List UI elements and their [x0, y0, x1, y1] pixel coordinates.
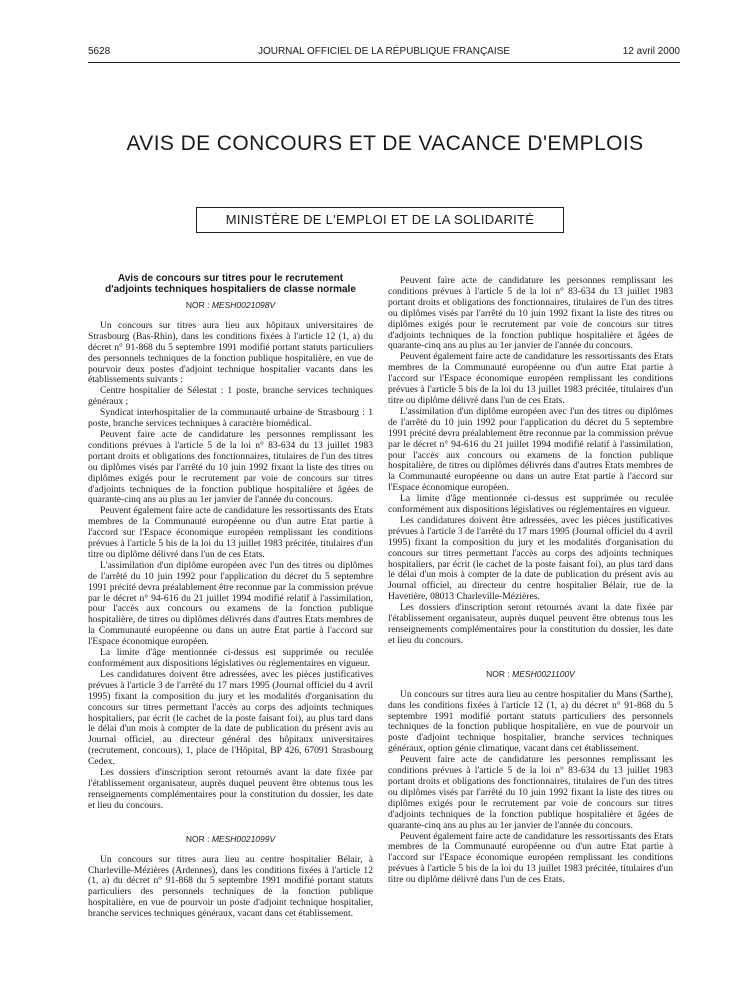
nor-label: NOR : — [185, 833, 210, 844]
nor-label: NOR : — [185, 300, 210, 310]
nor-reference — [88, 834, 373, 845]
paragraph: La limite d'âge mentionnée ci-dessus est supprimée ou reculée conformément aux dispositions législatives ou réglementaires en vigueur. — [88, 647, 373, 669]
paragraph: Peuvent faire acte de candidature les personnes remplissant les conditions prévues à l'article 5 de la loi n° 83-634 du 13 juillet 1983 portant droits et obligations des fonctionnaires, titulaires de l'un des titres ou diplômes visés par l'arrêté du 10 juin 1992 fixant la liste des titres ou diplômes exigés pour le recrutement par voie de concours sur titres d'adjoints techniques de la fonction publique hospitalière et âgées de quarante-cinq ans au plus au 1er janvier de l'année du concours. — [88, 428, 373, 506]
paragraph: Un concours sur titres aura lieu aux hôpitaux universitaires de Strasbourg (Bas-Rhin), dans les conditions fixées à l'article 12 (1, a) du décret n° 91-868 du 5 septembre 1991 modifié portant statuts particuliers des personnels techniques de la fonction publique hospitalière, en vue de pourvoir deux postes d'adjoint technique hospitalier vacants dans les établissements suivants : — [88, 319, 373, 386]
header-rule — [88, 62, 680, 63]
nor-code: MESH0021098V — [211, 300, 276, 310]
paragraph: Peuvent également faire acte de candidature les ressortissants des Etats membres de la Communauté européenne ou d'un autre Etat partie à l'accord sur l'Espace économique européen remplissant les conditions prévues à l'article 5 bis de la loi du 13 juillet 1983 précitée, titulaires d'un titre ou diplôme délivré dans l'un de ces Etats. — [388, 351, 673, 406]
paragraph: Un concours sur titres aura lieu au centre hospitalier Bélair, à Charleville-Mézières (Ardennes), dans les conditions fixées à l'article 12 (1, a) du décret n° 91-868 du 5 septembre 1991 modifié portant statuts particuliers des personnels techniques de la fonction publique hospitalière, en vue de pourvoir un poste d'adjoint technique hospitalier, branche services techniques généraux, vacant dans cet établissement. — [88, 853, 373, 920]
nor-reference — [388, 669, 673, 680]
paragraph: Peuvent également faire acte de candidature les ressortissants des Etats membres de la Communauté européenne ou d'un autre Etat partie à l'accord sur l'Espace économique européen remplissant les conditions prévues à l'article 5 bis de la loi du 13 juillet 1983 précitée, titulaires d'un titre ou diplôme délivré dans l'un de ces Etats. — [388, 830, 673, 886]
paragraph: Syndicat interhospitalier de la communauté urbaine de Strasbourg : 1 poste, branche services techniques à caractère biomédical. — [88, 407, 373, 430]
running-header — [88, 46, 680, 60]
paragraph: L'assimilation d'un diplôme européen avec l'un des titres ou diplômes de l'arrêté du 10 juin 1992 pour l'application du décret du 5 septembre 1991 précité devra préalablement être reconnue par la commission prévue par le décret n° 94-616 du 21 juillet 1994 modifié relatif à l'assimilation, pour l'accès aux concours ou examens de la fonction publique hospitalière, de titres ou diplômes délivrés dans d'autres Etats membres de la Communauté européenne ou dans un autre Etat partie à l'accord sur l'Espace économique européen. — [388, 405, 673, 494]
paragraph: Les dossiers d'inscription seront retournés avant la date fixée par l'établissement organisateur, auprès duquel peuvent être obtenus tous les renseignements complémentaires pour la constitution du dossier, les date et lieu du concours. — [88, 767, 373, 811]
ministry-box: MINISTÈRE DE L'EMPLOI ET DE LA SOLIDARITÉ — [196, 207, 564, 233]
page-title: AVIS DE CONCOURS ET DE VACANCE D'EMPLOIS — [126, 132, 644, 155]
left-column — [88, 273, 373, 920]
nor-code: MESH0021099V — [211, 833, 276, 844]
section-title-line-2: d'adjoints techniques hospitaliers de classe normale — [105, 284, 356, 295]
paragraph: Peuvent faire acte de candidature les personnes remplissant les conditions prévues à l'article 5 de la loi n° 83-634 du 13 juillet 1983 portant droits et obligations des fonctionnaires, titulaires de l'un des titres ou diplômes visés par l'arrêté du 10 juin 1992 fixant la liste des titres ou diplômes exigés pour le recrutement par voie de concours sur titres d'adjoints techniques de la fonction publique hospitalière et âgées de quarante-cinq ans au plus au 1er janvier de l'année du concours. — [388, 275, 673, 352]
paragraph: Un concours sur titres aura lieu au centre hospitalier du Mans (Sarthe), dans les conditions fixées à l'article 12 (1, a) du décret n° 91-868 du 5 septembre 1991 modifié portant statuts particuliers des personnels techniques de la fonction publique hospitalière, en vue de pourvoir un poste d'adjoint technique hospitalier, branche services techniques généraux, option génie climatique, vacant dans cet établissement. — [388, 688, 673, 755]
paragraph: Les candidatures doivent être adressées, avec les pièces justificatives prévues à l'article 3 de l'arrêté du 17 mars 1995 (Journal officiel du 4 avril 1995) fixant la composition du jury et les modalités d'organisation du concours sur titres permettant l'accès au corps des adjoints techniques hospitaliers, par écrit (le cachet de la poste faisant foi), au plus tard dans le délai d'un mois à compter de la date de publication du présent avis au Journal officiel, au directeur général des hôpitaux universitaires (recrutement, concours), 1, place de l'Hôpital, BP 426, 67091 Strasbourg Cedex. — [88, 668, 373, 768]
paragraph: Peuvent également faire acte de candidature les ressortissants des Etats membres de la Communauté européenne ou d'un autre Etat partie à l'accord sur l'Espace économique européen remplissant les conditions prévues à l'article 5 bis de la loi du 13 juillet 1983 précitée, titulaires d'un titre ou diplôme délivré dans l'un de ces Etats. — [88, 505, 373, 560]
paragraph: Les candidatures doivent être adressées, avec les pièces justificatives prévues à l'article 3 de l'arrêté du 17 mars 1995 (Journal officiel du 4 avril 1995) fixant la composition du jury et les modalités d'organisation du concours sur titres permettant l'accès au corps des adjoints techniques hospitaliers, par écrit (le cachet de la poste faisant foi), au plus tard dans le délai d'un mois à compter de la date de publication du présent avis au Journal officiel, au directeur du centre hospitalier Bélair, rue de la Havetière, 08013 Charleville-Mézières. — [388, 514, 673, 603]
nor-reference — [88, 300, 373, 311]
nor-code: MESH0021100V — [512, 668, 575, 679]
page-number: 5628 — [88, 46, 111, 57]
paragraph: Peuvent faire acte de candidature les personnes remplissant les conditions prévues à l'article 5 de la loi n° 83-634 du 13 juillet 1983 portant droits et obligations des fonctionnaires, titulaires de l'un des titres ou diplômes visés par l'arrêté du 10 juin 1992 fixant la liste des titres ou diplômes exigés pour le recrutement par voie de concours sur titres d'adjoints techniques de la fonction publique hospitalière et âgées de quarante-cinq ans au plus au 1er janvier de l'année du concours. — [388, 754, 673, 831]
paragraph: Les dossiers d'inscription seront retournés avant la date fixée par l'établissement organisateur, auprès duquel peuvent être obtenus tous les renseignements complémentaires pour la constitution du dossier, les date et lieu du concours. — [388, 602, 673, 646]
section-title-line-1: Avis de concours sur titres pour le recrutement — [117, 273, 344, 284]
issue-date: 12 avril 2000 — [622, 46, 680, 57]
paragraph: La limite d'âge mentionnée ci-dessus est supprimée ou reculée conformément aux dispositions législatives ou réglementaires en vigueur. — [388, 493, 673, 516]
paragraph: L'assimilation d'un diplôme européen avec l'un des titres ou diplômes de l'arrêté du 10 juin 1992 pour l'application du décret du 5 septembre 1991 précité devra préalablement être reconnue par la commission prévue par le décret n° 94-616 du 21 juillet 1994 modifié relatif à l'assimilation, pour l'accès aux concours ou examens de la fonction publique hospitalière, de titres ou diplômes délivrés dans d'autres Etats membres de la Communauté européenne ou dans un autre Etat partie à l'accord sur l'Espace économique européen. — [88, 559, 373, 648]
nor-label: NOR : — [486, 668, 510, 679]
section-title — [88, 273, 373, 295]
journal-title: JOURNAL OFFICIEL DE LA RÉPUBLIQUE FRANÇAISE — [257, 46, 511, 57]
right-column — [388, 276, 673, 886]
paragraph: Centre hospitalier de Sélestat : 1 poste, branche services techniques généraux ; — [88, 385, 373, 408]
